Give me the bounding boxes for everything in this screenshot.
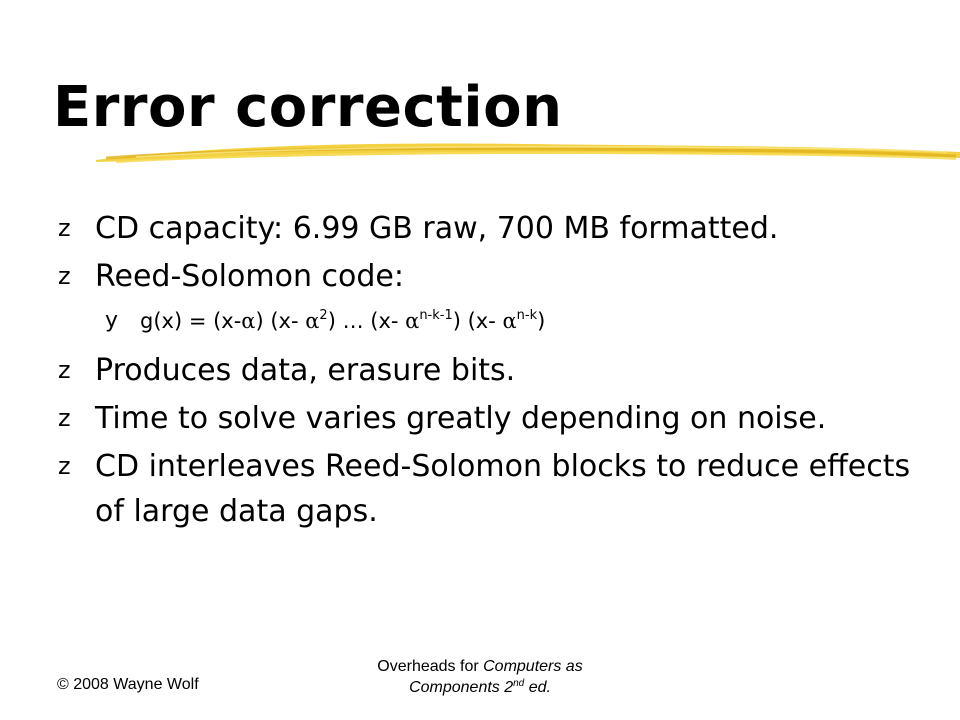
bullet-produces-data (58, 348, 938, 393)
bullet-time-to-solve (58, 396, 938, 441)
bullet-text: CD capacity: 6.99 GB raw, 700 MB formatted. (95, 211, 779, 246)
bullet-reed-solomon (58, 254, 938, 299)
bullet-marker: z (58, 262, 71, 290)
footer-book-title: Overheads for Computers as Components 2nd ed. (377, 658, 583, 696)
bullet-text: Reed-Solomon code: (95, 259, 404, 294)
bullet-cd-capacity (58, 206, 938, 251)
footer-copyright: © 2008 Wayne Wolf (57, 676, 199, 693)
bullet-text: Produces data, erasure bits. (95, 353, 516, 388)
bullet-text: CD interleaves Reed-Solomon blocks to reduce effects of large data gaps. (95, 449, 911, 529)
bullet-marker: z (58, 452, 71, 480)
sub-bullet-formula (58, 302, 938, 340)
title-underline-swoosh (96, 132, 960, 180)
bullet-list (58, 206, 938, 537)
slide-title: Error correction (53, 75, 563, 140)
bullet-text: Time to solve varies greatly depending on noise. (95, 401, 827, 436)
bullet-interleaves (58, 444, 938, 534)
bullet-marker: z (58, 356, 71, 384)
formula-text: g(x) = (x-α) (x- $\alpha^2$) … (x- $\alpha^{n-k-1}$) (x- $\alpha^{n-k}$) (140, 308, 546, 333)
bullet-marker: z (58, 214, 71, 242)
bullet-marker: z (58, 404, 71, 432)
sub-bullet-marker: y (105, 308, 119, 333)
